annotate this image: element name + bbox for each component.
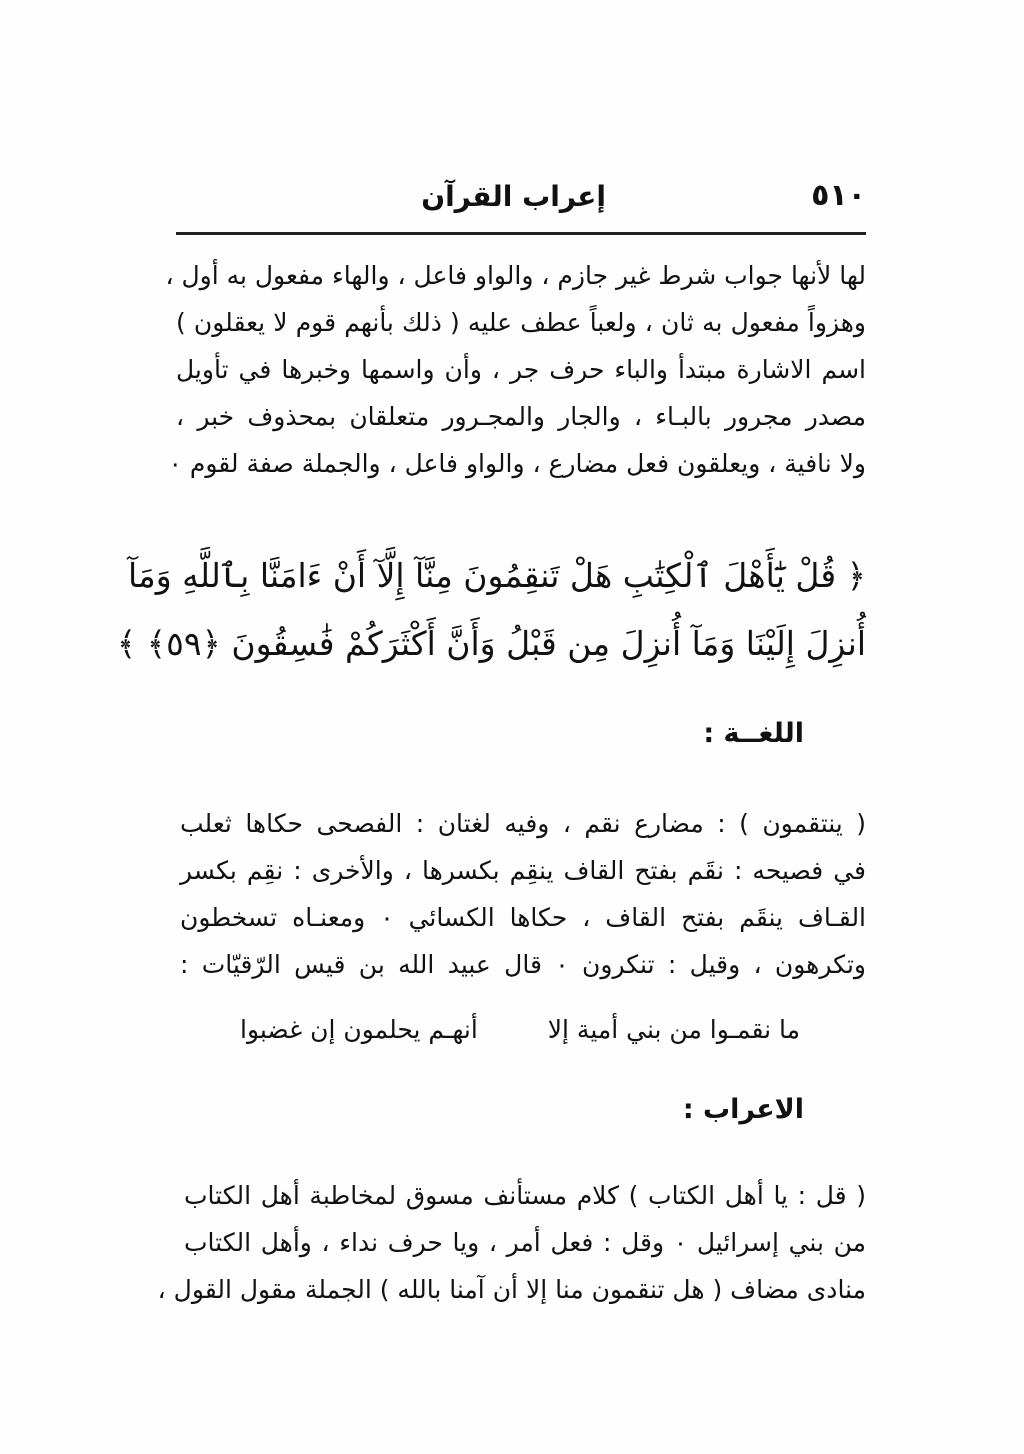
text-line: من بني إسرائيل ٠ وقل : فعل أمر ، ويا حرف نداء ، وأهل الكتاب: [184, 1228, 867, 1257]
heading-language: اللغــة :: [703, 718, 804, 749]
text-line: ( ينتقمون ) : مضارع نقم ، وفيه لغتان : الفصحى حكاها ثعلب: [180, 809, 866, 838]
page-number: ٥١٠: [811, 178, 866, 213]
poem-first-hemistich: ما نقمـوا من بني أمية إلا: [547, 1015, 800, 1044]
verse-line: ﴿ قُلْ يَٰٓأَهْلَ ٱلْكِتَٰبِ هَلْ تَنقِمُونَ مِنَّآ إِلَّآ أَنْ ءَامَنَّا بِٱللَّهِ وَمَآ: [127, 556, 866, 595]
text-line: في فصيحه : نقَم بفتح القاف ينقِم بكسرها ، والأخرى : نقِم بكسر: [180, 856, 866, 885]
poem-second-hemistich: أنهـم يحلمون إن غضبوا: [240, 1015, 478, 1044]
page-header: [176, 170, 866, 220]
verse-line: أُنزِلَ إِلَيْنَا وَمَآ أُنزِلَ مِن قَبْلُ وَأَنَّ أَكْثَرَكُمْ فَٰسِقُونَ ﴿٥٩﴾ ﴾: [116, 624, 866, 663]
quran-verse: [116, 542, 866, 678]
text-line: القـاف ينقَم بفتح القاف ، حكاها الكسائي ٠ ومعنـاه تسخطون: [180, 903, 867, 932]
text-line: وهزواً مفعول به ثان ، ولعباً عطف عليه ( ذلك بأنهم قوم لا يعقلون ): [176, 308, 866, 337]
heading-irab: الاعراب :: [682, 1094, 804, 1125]
paragraph-language: [180, 800, 866, 988]
text-line: اسم الاشارة مبتدأ والباء حرف جر ، وأن واسمها وخبرها في تأويل: [176, 355, 866, 384]
running-title: إعراب القرآن: [421, 180, 606, 213]
header-divider: [176, 232, 866, 235]
paragraph-irab: [157, 1172, 867, 1313]
text-line: ولا نافية ، ويعلقون فعل مضارع ، والواو فاعل ، والجملة صفة لقوم ٠: [168, 449, 866, 478]
text-line: منادى مضاف ( هل تنقمون منا إلا أن آمنا بالله ) الجملة مقول القول ،: [157, 1275, 866, 1304]
text-line: مصدر مجرور بالبـاء ، والجار والمجـرور متعلقان بمحذوف خبر ،: [176, 402, 866, 431]
poem-verse: [240, 1010, 800, 1050]
text-line: لها لأنها جواب شرط غير جازم ، والواو فاعل ، والهاء مفعول به أول ،: [165, 261, 866, 290]
text-line: وتكرهون ، وقيل : تنكرون ٠ قال عبيد الله بن قيس الرّقيّات :: [180, 950, 866, 979]
text-line: ( قل : يا أهل الكتاب ) كلام مستأنف مسوق لمخاطبة أهل الكتاب: [184, 1181, 866, 1210]
paragraph-continuation: [165, 252, 866, 487]
